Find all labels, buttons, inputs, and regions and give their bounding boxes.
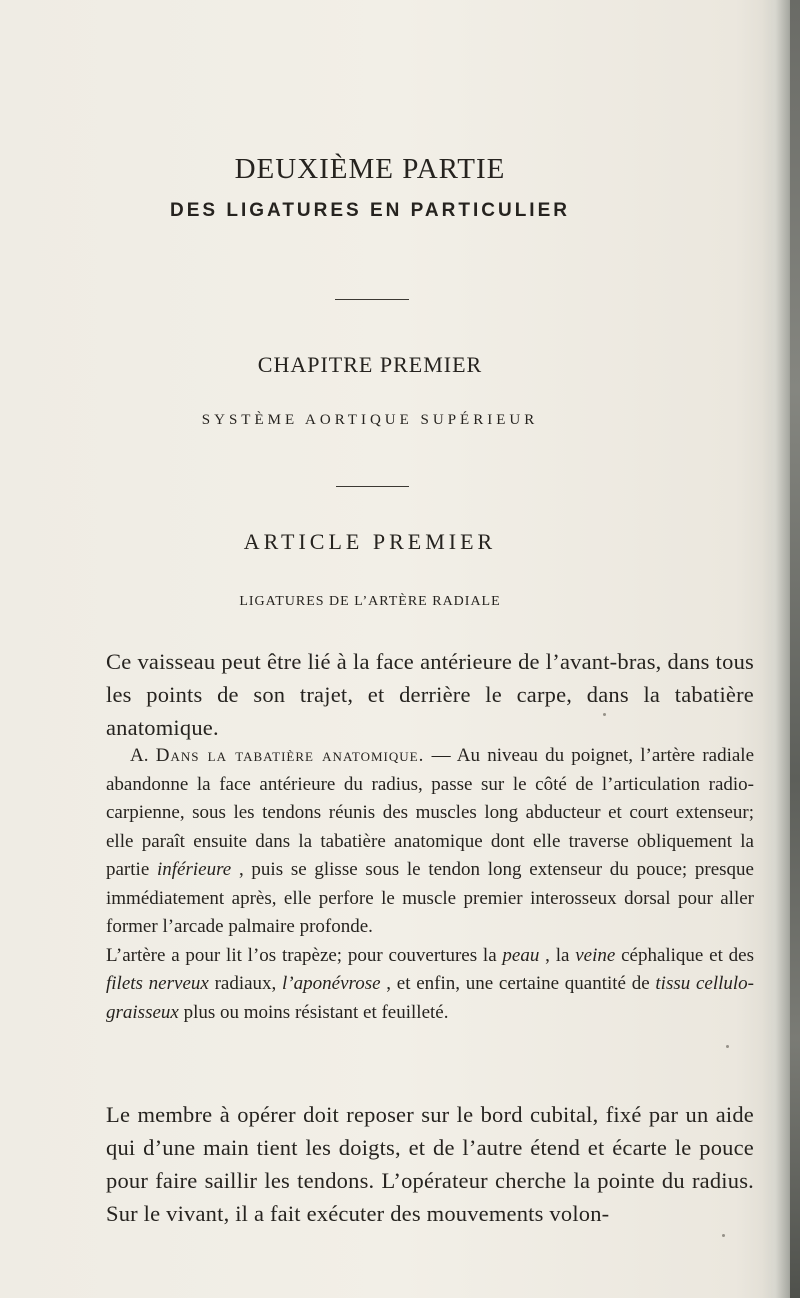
article-divider-line — [336, 486, 409, 487]
section-b-text-6: plus ou moins résistant et feuilleté. — [183, 1001, 449, 1023]
chapter-divider-line — [335, 299, 409, 300]
small-print-section — [106, 742, 754, 1027]
part-title: DEUXIÈME PARTIE — [234, 153, 506, 185]
chapter-title: CHAPITRE PREMIER — [257, 352, 483, 377]
section-a-heading: Dans la tabatière anatomique. — [155, 745, 425, 766]
artery-bed-paragraph — [106, 942, 754, 1028]
section-b-text-5: , et enfin, une certaine quantité de — [386, 973, 656, 994]
section-a-text-1: — Au niveau du poignet, l’artère radiale abandonne la face antérieure du radius, passe sur le côté de l’articulation radio-carpienne, sous les tendons réunis des muscles long abducteur et court extenseur; elle paraît ensuite dans la tabatière anatomique dont elle traverse obliquement la partie — [106, 745, 755, 880]
paper-speck — [603, 713, 606, 716]
section-a-text-2: , puis se glisse sous le tendon long extenseur du pouce; presque immédiatement après, elle perfore le muscle premier interosseux dorsal pour aller former l’arcade palmaire profonde. — [106, 859, 754, 937]
section-title: DES LIGATURES EN PARTICULIER — [170, 200, 570, 221]
section-b-italic-filets: filets nerveux — [106, 973, 209, 994]
intro-paragraph: Ce vaisseau peut être lié à la face antérieure de l’avant-bras, dans tous les points de son trajet, et derrière le carpe, dans la tabatière anatomique. — [106, 649, 754, 740]
article-title: ARTICLE PREMIER — [243, 529, 497, 554]
section-a-italic-inferieure: inférieure — [156, 859, 232, 880]
chapter-subtitle: SYSTÈME AORTIQUE SUPÉRIEUR — [201, 412, 539, 428]
section-b-italic-tissu: tissu cellulo-graisseux — [106, 973, 755, 1023]
page-edge-binding — [790, 0, 800, 1298]
paper-speck — [722, 1234, 725, 1237]
section-b-text-4: radiaux, — [214, 973, 283, 994]
paper-speck — [726, 1045, 729, 1048]
section-b-text-3: céphalique et des — [621, 944, 754, 966]
article-subtitle: LIGATURES DE L’ARTÈRE RADIALE — [239, 594, 501, 609]
section-b-text-1: L’artère a pour lit l’os trapèze; pour couvertures la — [106, 944, 503, 966]
section-a-label: A. — [130, 745, 149, 766]
section-b-italic-peau: peau — [502, 944, 540, 966]
section-b-italic-aponevrose: l’aponévrose — [282, 973, 381, 994]
operation-paragraph: Le membre à opérer doit reposer sur le bord cubital, fixé par un aide qui d’une main tient les doigts, et de l’autre étend et écarte le pouce pour faire saillir les tendons. L’opérateur cherche la pointe du radius. Sur le vivant, il a fait exécuter des mouvements volon- — [106, 1102, 754, 1226]
section-b-text-2: , la — [545, 944, 576, 966]
section-b-italic-veine: veine — [575, 944, 616, 966]
tabatiere-paragraph — [106, 742, 754, 942]
